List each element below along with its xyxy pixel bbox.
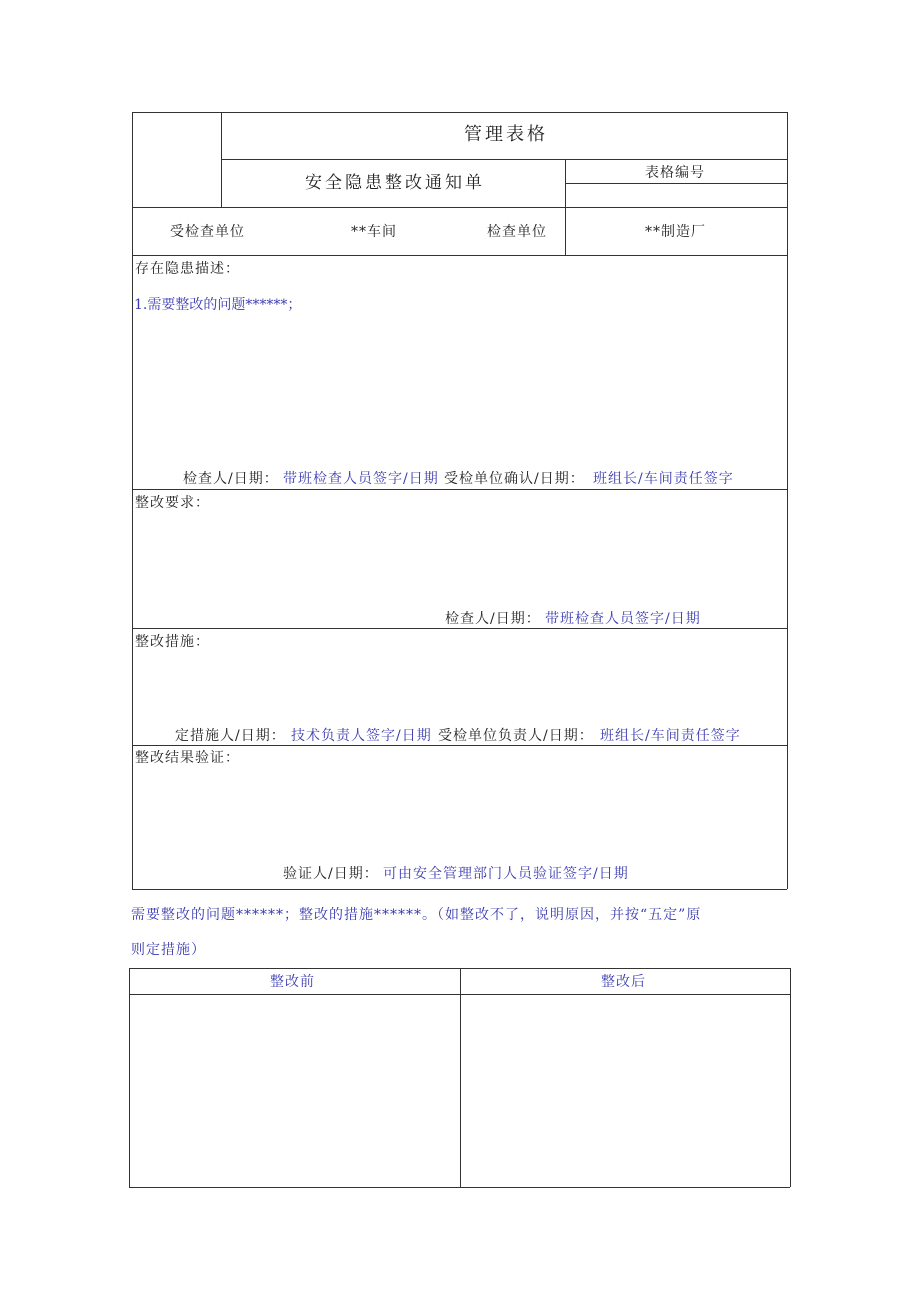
hazard-inspector-value: 带班检查人员签字/日期 (283, 471, 439, 487)
form-name: 安全隐患整改通知单 (305, 173, 485, 193)
before-photo-area (130, 995, 459, 1186)
after-label: 整改后 (601, 974, 646, 990)
form-number-inner-line (565, 183, 787, 184)
after-photo-area (461, 995, 789, 1186)
inspected-unit-label: 受检查单位 (170, 224, 245, 240)
measures-setter-label: 定措施人/日期： (175, 728, 286, 744)
hazard-confirm-value: 班组长/车间责任签字 (593, 471, 734, 487)
measures-section-bottom-line (132, 745, 787, 746)
before-label: 整改前 (270, 974, 315, 990)
header-bottom-line (132, 207, 787, 208)
form-number-label: 表格编号 (645, 165, 705, 181)
photo-table-right-border (790, 968, 791, 1187)
hazard-inspector-label: 检查人/日期： (183, 471, 279, 487)
measures-setter-value: 技术负责人签字/日期 (291, 728, 432, 744)
note-line-2: 则定措施） (131, 942, 206, 958)
requirement-section-bottom-line (132, 628, 787, 629)
measures-label: 整改措施： (135, 634, 210, 650)
form-top-border (132, 112, 787, 113)
measures-responsible-label: 受检单位负责人/日期： (438, 728, 594, 744)
verification-label: 整改结果验证： (135, 750, 240, 766)
verifier-value: 可由安全管理部门人员验证签字/日期 (383, 866, 629, 882)
header-divider (221, 159, 787, 160)
requirement-label: 整改要求： (135, 495, 210, 511)
inspecting-unit-label: 检查单位 (487, 224, 547, 240)
header-title: 管理表格 (464, 124, 548, 145)
hazard-item: 1.需要整改的问题******； (134, 297, 302, 313)
hazard-confirm-label: 受检单位确认/日期： (444, 471, 585, 487)
form-right-border (787, 112, 788, 889)
units-row-bottom-line (132, 255, 787, 256)
measures-responsible-value: 班组长/车间责任签字 (600, 728, 741, 744)
photo-table-bottom-border (129, 1187, 790, 1188)
requirement-inspector-value: 带班检查人员签字/日期 (545, 611, 701, 627)
hazard-section-bottom-line (132, 489, 787, 490)
inspecting-unit-value: **制造厂 (645, 224, 706, 240)
hazard-label: 存在隐患描述： (135, 261, 240, 277)
verifier-label: 验证人/日期： (283, 866, 379, 882)
note-line-1: 需要整改的问题******；整改的措施******。（如整改不了，说明原因，并按“五定”原 (131, 907, 702, 923)
form-left-border (132, 112, 133, 889)
form-bottom-border (132, 889, 787, 890)
inspected-unit-value: **车间 (351, 224, 397, 240)
requirement-inspector-label: 检查人/日期： (445, 611, 541, 627)
